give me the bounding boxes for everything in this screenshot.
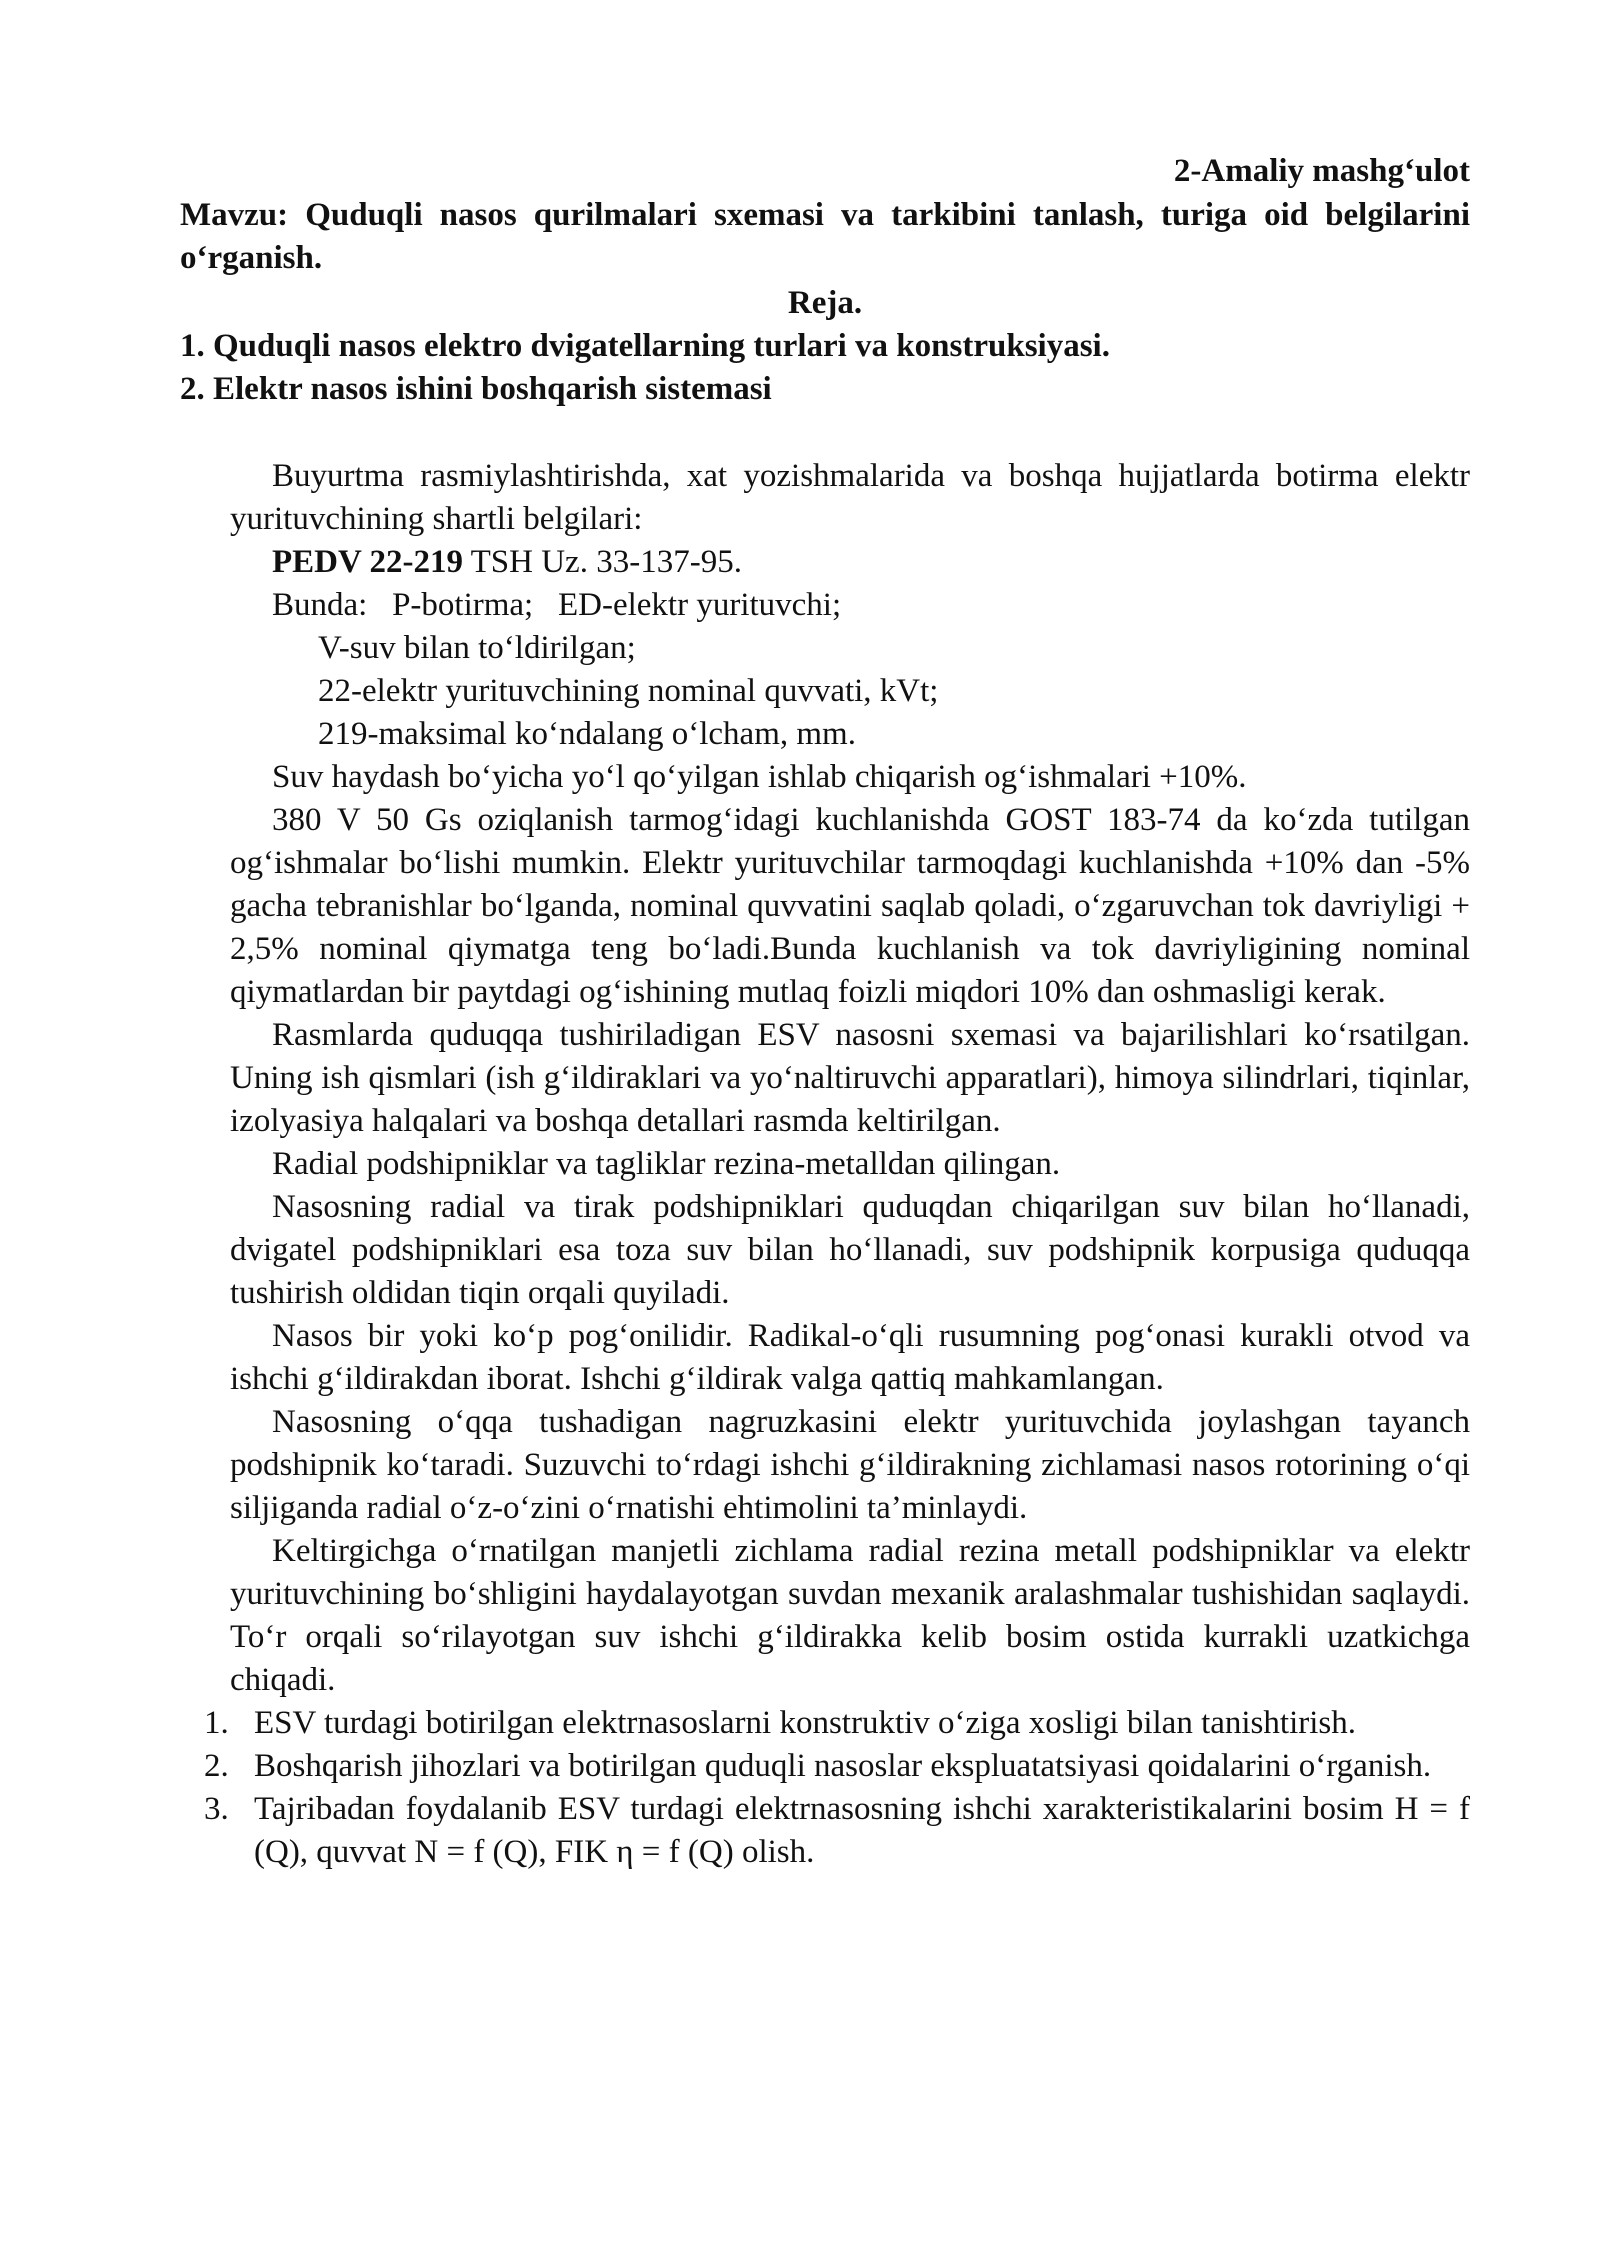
list-item-text: Tajribadan foydalanib ESV turdagi elektrnasosning ishchi xarakteristikalarini bosim H = f (Q), quvvat N = f (Q), FIK η = f (Q) olish. [254,1791,1470,1870]
list-item [204,1788,1470,1874]
list-item [204,1702,1470,1745]
designation-line [230,541,1470,584]
designation-standard: TSH Uz. 33-137-95. [462,544,742,580]
legend-item: 22-elektr yurituvchining nominal quvvati, kVt; [318,673,939,709]
paragraph: Nasosning o‘qqa tushadigan nagruzkasini elektr yurituvchida joylashgan tayanch podshipnik ko‘taradi. Suzuvchi to‘rdagi ishchi g‘ildirakning zichlamasi nasos rotorining o‘qi siljiganda radial o‘z-o‘zini o‘rnatishi ehtimolini ta’minlaydi. [230,1404,1470,1526]
list-item [204,1745,1470,1788]
document-body [204,455,1470,1874]
list-item-number: 1. [204,1705,229,1741]
list-item-text: Boshqarish jihozlari va botirilgan quduqli nasoslar ekspluatatsiyasi qoidalarini o‘rganish. [254,1748,1432,1784]
paragraph: Rasmlarda quduqqa tushiriladigan ESV nasosni sxemasi va bajarilishlari ko‘rsatilgan. Uning ish qismlari (ish g‘ildiraklari va yo‘naltiruvchi apparatlari), himoya silindrlari, tiqinlar, izolyasiya halqalari va boshqa detallari rasmda keltirilgan. [230,1017,1470,1139]
legend-item: V-suv bilan to‘ldirilgan; [318,630,636,666]
paragraph: Keltirgichga o‘rnatilgan manjetli zichlama radial rezina metall podshipniklar va elektr yurituvchining bo‘shligini haydalayotgan suvdan mexanik aralashmalar tushishidan saqlaydi. To‘r orqali so‘rilayotgan suv ishchi g‘ildirakka kelib bosim ostida kurrakli uzatkichga chiqadi. [230,1533,1470,1698]
legend-item: 219-maksimal ko‘ndalang o‘lcham, mm. [318,716,856,752]
intro-paragraph: Buyurtma rasmiylashtirishda, xat yozishmalarida va boshqa hujjatlarda botirma elektr yurituvchining shartli belgilari: [230,458,1470,537]
paragraph: Suv haydash bo‘yicha yo‘l qo‘yilgan ishlab chiqarish og‘ishmalari +10%. [272,759,1247,795]
list-item-text: ESV turdagi botirilgan elektrnasoslarni konstruktiv o‘ziga xosligi bilan tanishtirish. [254,1705,1356,1741]
paragraph: Nasos bir yoki ko‘p pog‘onilidir. Radikal-o‘qli rusumning pog‘onasi kurakli otvod va ishchi g‘ildirakdan iborat. Ishchi g‘ildirak valga qattiq mahkamlangan. [230,1318,1470,1397]
plan-item-1: 1. Quduqli nasos elektro dvigatellarning turlari va konstruksiyasi. [180,328,1110,364]
task-list [204,1702,1470,1874]
lesson-title: 2-Amaliy mashg‘ulot [1173,153,1470,189]
paragraph: Nasosning radial va tirak podshipniklari quduqdan chiqarilgan suv bilan ho‘llanadi, dvigatel podshipniklari esa toza suv bilan ho‘llanadi, suv podshipnik korpusiga quduqqa tushirish oldidan tiqin orqali quyiladi. [230,1189,1470,1311]
topic-heading: Mavzu: Quduqli nasos qurilmalari sxemasi va tarkibini tanlash, turiga oid belgilarini o‘rganish. [180,197,1470,276]
plan-item-2: 2. Elektr nasos ishini boshqarish sistemasi [180,371,772,407]
list-item-number: 2. [204,1748,229,1784]
paragraph: 380 V 50 Gs oziqlanish tarmog‘idagi kuchlanishda GOST 183-74 da ko‘zda tutilgan og‘ishmalar bo‘lishi mumkin. Elektr yurituvchilar tarmoqdagi kuchlanishda +10% dan -5% gacha tebranishlar bo‘lganda, nominal quvvatini saqlab qoladi, o‘zgaruvchan tok davriyligi + 2,5% nominal qiymatga teng bo‘ladi.Bunda kuchlanish va tok davriyligining nominal qiymatlardan bir paytdagi og‘ishining mutlaq foizli miqdori 10% dan oshmasligi kerak. [230,802,1470,1010]
legend-intro: Bunda: P-botirma; ED-elektr yurituvchi; [272,587,842,623]
list-item-number: 3. [204,1791,229,1827]
designation-code: PEDV 22-219 [272,544,463,580]
plan-title: Reja. [787,285,863,321]
paragraph: Radial podshipniklar va tagliklar rezina-metalldan qilingan. [272,1146,1061,1182]
